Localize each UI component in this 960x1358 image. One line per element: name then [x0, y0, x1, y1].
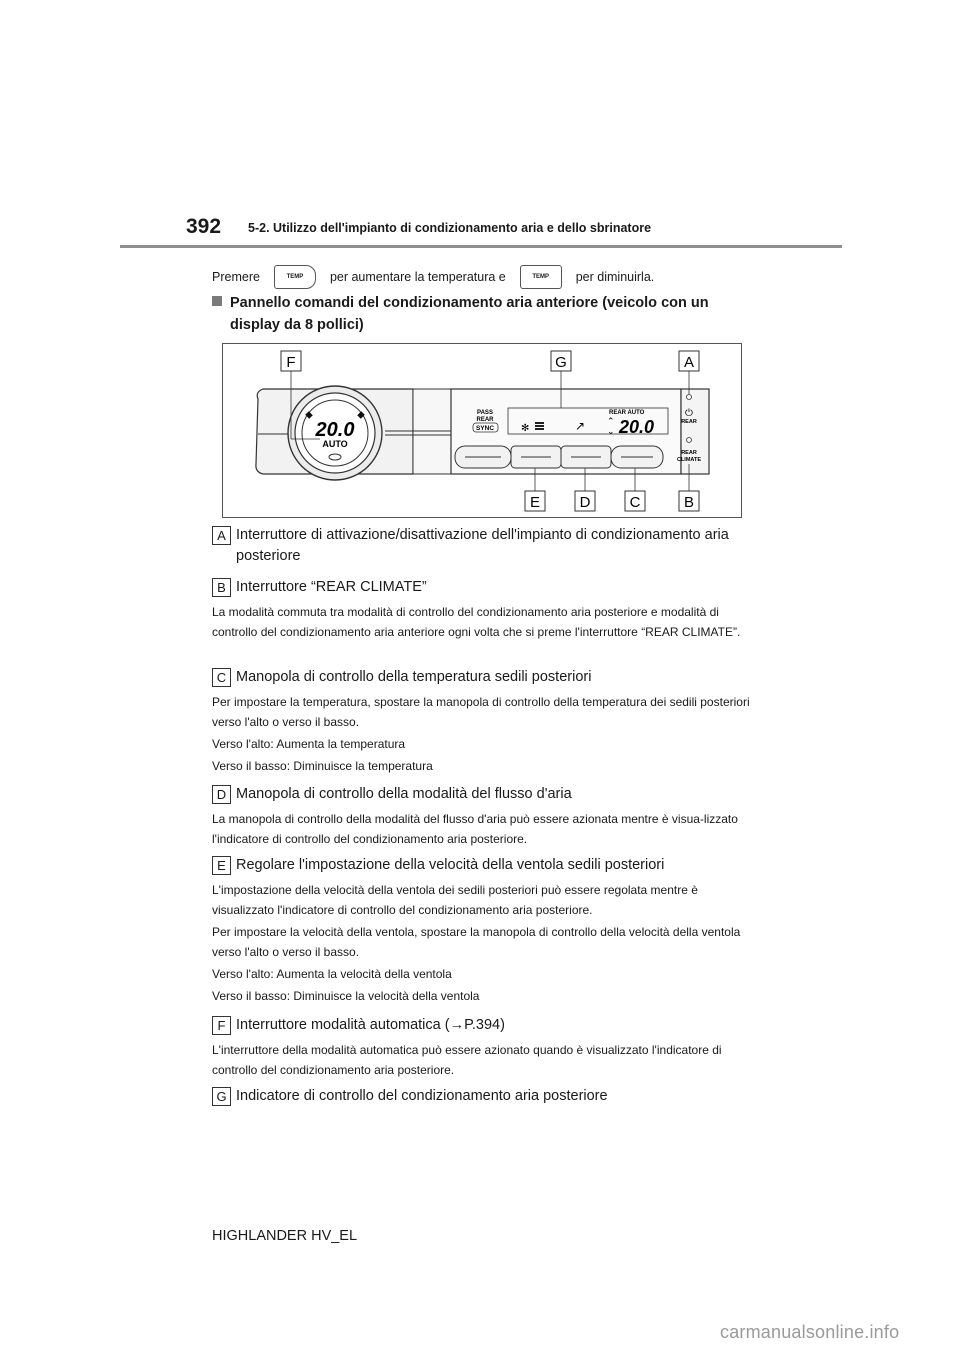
item-b: [212, 577, 752, 644]
item-c-body-0: Per impostare la temperatura, spostare la manopola di controllo della temperatura dei sedili posteriori verso l'alto o verso il basso.: [212, 695, 750, 729]
item-e-body-0: L'impostazione della velocità della ventola dei sedili posteriori può essere regolata mentre è visualizzato l'indicatore di controllo del condizionamento aria posteriore.: [212, 883, 698, 917]
chevron-down-icon: ⌄: [607, 426, 615, 436]
callout-F: [281, 351, 301, 371]
sync-label: SYNC: [475, 425, 495, 432]
callout-C: [625, 491, 645, 511]
item-f-body-0: L'interruttore della modalità automatica può essere azionato quando è visualizzato l'indicatore di controllo del condizionamento aria posteriore.: [212, 1043, 722, 1077]
footer-model: HIGHLANDER HV_EL: [212, 1228, 358, 1244]
airflow-mode-icon: ↗: [575, 419, 586, 433]
item-d-body-0: La manopola di controllo della modalità del flusso d'aria può essere azionata mentre è visua-lizzato l'indicatore di controllo del condizionamento aria posteriore.: [212, 812, 738, 846]
item-c: [212, 667, 752, 778]
intro-text-1: Premere: [212, 270, 260, 284]
auto-label: AUTO: [322, 439, 348, 449]
svg-text:B: B: [683, 494, 695, 511]
front-temp-readout: 20.0: [315, 419, 355, 441]
page-number: 392: [186, 215, 222, 238]
subsection-title: [212, 292, 752, 336]
section-header: 5-2. Utilizzo dell'impianto di condizionamento aria e dello sbrinatore: [248, 221, 652, 235]
power-icon: ⏻: [685, 408, 693, 419]
badge-e: E: [212, 856, 231, 875]
badge-d: D: [212, 785, 231, 804]
badge-a: A: [212, 526, 231, 545]
badge-f: F: [212, 1016, 231, 1035]
rear-auto-label: REAR AUTO: [609, 410, 645, 416]
rear-temp-readout: 20.0: [619, 417, 655, 437]
item-a: [212, 525, 752, 567]
item-e-body-3: Verso il basso: Diminuisce la velocità della ventola: [212, 989, 480, 1003]
rear-climate-label-1: REAR: [681, 450, 697, 456]
rear-sync-label: REAR: [476, 417, 494, 423]
callout-A: [679, 351, 699, 371]
svg-text:D: D: [579, 494, 591, 511]
item-a-title-2: posteriore: [236, 548, 301, 564]
temp-up-button-icon: TEMP: [274, 265, 316, 289]
item-e-title: Regolare l'impostazione della velocità della ventola sedili posteriori: [236, 857, 665, 873]
callout-G: [551, 351, 571, 371]
item-a-title: Interruttore di attivazione/disattivazione dell'impianto di condizionamento aria: [236, 527, 729, 543]
svg-text:E: E: [529, 494, 541, 511]
item-e: [212, 855, 752, 1008]
subsection-line-2: display da 8 pollici): [230, 317, 364, 333]
temp-down-button-icon: TEMP: [520, 265, 562, 289]
rear-button-label: REAR: [681, 419, 697, 425]
callout-E: [525, 491, 545, 511]
item-e-body-2: Verso l'alto: Aumenta la velocità della ventola: [212, 967, 452, 981]
item-f: [212, 1015, 752, 1082]
intro-line: [212, 265, 654, 289]
subsection-line-1: Pannello comandi del condizionamento aria anteriore (veicolo con un: [230, 295, 709, 311]
callout-B: [679, 491, 699, 511]
badge-b: B: [212, 578, 231, 597]
callout-D: [575, 491, 595, 511]
item-e-body-1: Per impostare la velocità della ventola, spostare la manopola di controllo della velocità della ventola verso l'alto o verso il basso.: [212, 925, 741, 959]
item-d: [212, 784, 752, 851]
bullet-square-icon: [212, 296, 222, 306]
svg-text:A: A: [683, 354, 695, 371]
watermark: carmanualsonline.info: [720, 1322, 900, 1342]
intro-text-2: per aumentare la temperatura e: [329, 270, 506, 284]
control-panel-figure: [222, 343, 742, 518]
intro-text-3: per diminuirla.: [575, 270, 655, 284]
fan-level-icon: [535, 422, 544, 430]
item-g: [212, 1086, 752, 1107]
svg-text:F: F: [286, 354, 296, 371]
rear-climate-label-2: CLIMATE: [676, 457, 702, 463]
item-c-title: Manopola di controllo della temperatura sedili posteriori: [236, 669, 592, 685]
control-panel-illustration: [223, 344, 741, 517]
svg-text:G: G: [555, 354, 567, 371]
chevron-up-icon: ⌃: [607, 416, 615, 426]
item-c-body-2: Verso il basso: Diminuisce la temperatura: [212, 759, 433, 773]
svg-text:C: C: [629, 494, 641, 511]
badge-g: G: [212, 1087, 231, 1106]
badge-c: C: [212, 668, 231, 687]
item-b-body-0: La modalità commuta tra modalità di controllo del condizionamento aria posteriore e modalità di controllo del condizionamento aria anteriore ogni volta che si preme l'interruttore “REAR CLIMATE”.: [212, 605, 741, 639]
fan-icon: ✻: [521, 423, 530, 434]
item-c-body-1: Verso l'alto: Aumenta la temperatura: [212, 737, 406, 751]
header-divider: [120, 245, 842, 248]
pass-label: PASS: [477, 410, 493, 416]
item-d-title: Manopola di controllo della modalità del flusso d'aria: [236, 786, 572, 802]
item-b-title: Interruttore “REAR CLIMATE”: [236, 579, 427, 595]
item-f-title: Interruttore modalità automatica (→P.394): [236, 1017, 505, 1033]
item-g-title: Indicatore di controllo del condizionamento aria posteriore: [236, 1088, 608, 1104]
